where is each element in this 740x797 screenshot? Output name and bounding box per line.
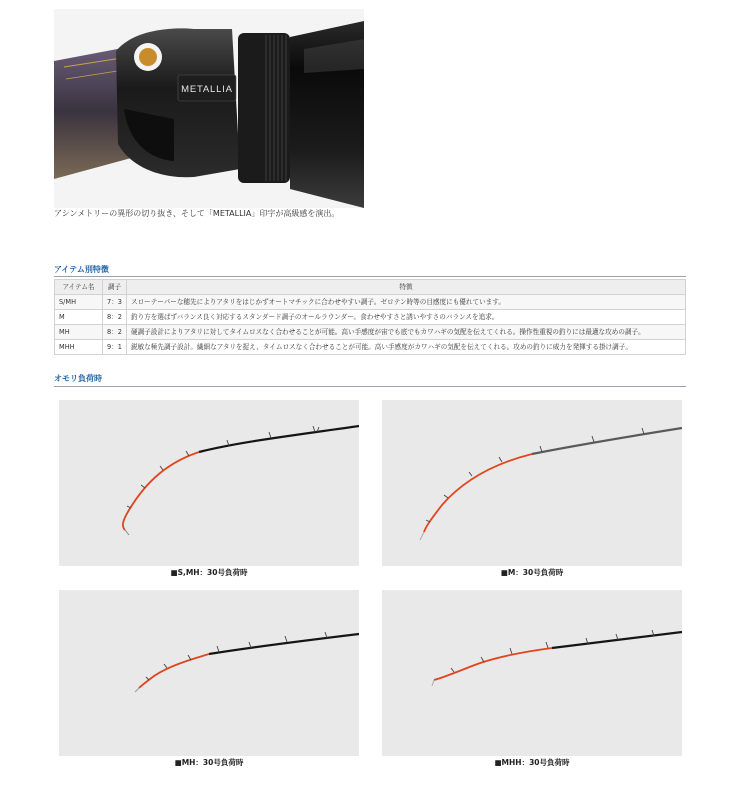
hero-caption: アシンメトリーの異形の切り抜き、そして「METALLIA」印字が高級感を演出。	[54, 209, 340, 218]
item-action: 7：3	[103, 295, 127, 310]
item-action: 8：2	[103, 310, 127, 325]
item-action: 9：1	[103, 340, 127, 355]
item-name: S/MH	[55, 295, 103, 310]
rod-photo-mhh	[382, 590, 682, 756]
rod-caption-mh: ■MH：30号負荷時	[174, 758, 244, 767]
rod-caption-m: ■M：30号負荷時	[500, 568, 564, 577]
features-title: アイテム別特徴	[54, 265, 109, 274]
load-rule	[54, 386, 686, 387]
metallia-logo: METALLIA	[181, 84, 233, 95]
rod-photo-m	[382, 400, 682, 566]
rod-photo-mh	[59, 590, 359, 756]
table-row	[55, 340, 686, 355]
table-row	[55, 325, 686, 340]
rod-photo-smh	[59, 400, 359, 566]
header-feature: 特徴	[127, 280, 686, 295]
item-action: 8：2	[103, 325, 127, 340]
header-item-name: アイテム名	[55, 280, 103, 295]
header-action: 調子	[103, 280, 127, 295]
features-table	[54, 279, 686, 355]
item-name: M	[55, 310, 103, 325]
item-feature: 釣り方を選ばずバランス良く対応するスタンダード調子のオールラウンダー。食わせやすさと誘いやすさのバランスを追求。	[127, 310, 686, 325]
table-row	[55, 310, 686, 325]
item-feature: 鋭敏な極先調子設計。繊細なアタリを捉え、タイムロスなく合わせることが可能。高い手感度がカワハギの気配を伝えてくれる。攻めの釣りに威力を発揮する掛け調子。	[127, 340, 686, 355]
table-header-row	[55, 280, 686, 295]
item-feature: スローテーパーな穂先によりアタリをはじかずオートマチックに合わせやすい調子。ゼロテン時等の目感度にも優れています。	[127, 295, 686, 310]
item-name: MH	[55, 325, 103, 340]
table-row	[55, 295, 686, 310]
item-name: MHH	[55, 340, 103, 355]
load-title: オモリ負荷時	[54, 374, 102, 383]
rod-caption-mhh: ■MHH：30号負荷時	[494, 758, 570, 767]
reel-seat-photo	[54, 9, 364, 208]
rod-caption-smh: ■S,MH：30号負荷時	[170, 568, 248, 577]
features-rule	[54, 276, 686, 277]
item-feature: 硬調子設計によりアタリに対してタイムロスなく合わせることが可能。高い手感度が宙でも底でもカワハギの気配を伝えてくれる。操作性重視の釣りには最適な攻めの調子。	[127, 325, 686, 340]
